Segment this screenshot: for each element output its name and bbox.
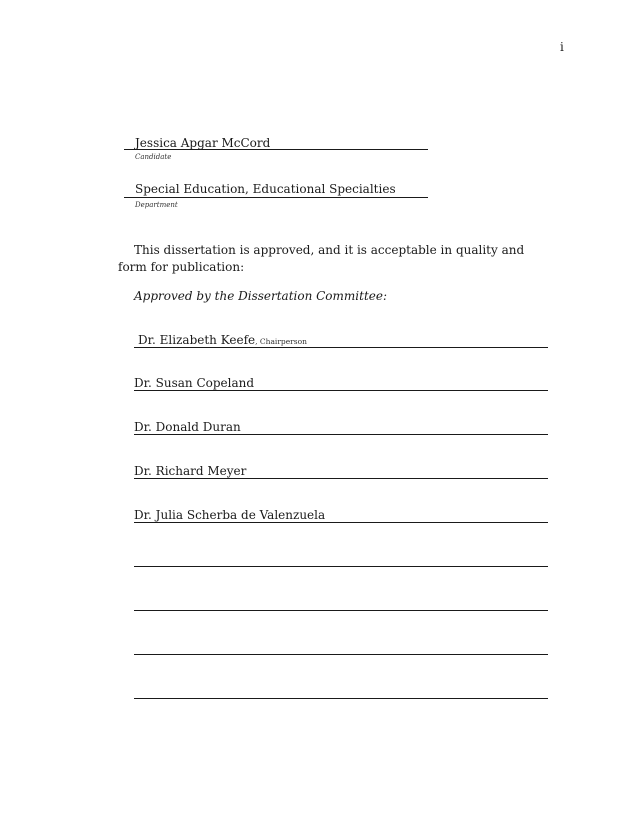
- department-name: Special Education, Educational Specialties: [135, 182, 396, 196]
- signature-line: [134, 478, 548, 479]
- signature-line: [134, 347, 548, 348]
- blank-signature-line: [134, 654, 548, 655]
- member-role: , Chairperson: [255, 337, 307, 346]
- member-name: Dr. Elizabeth Keefe: [138, 333, 256, 347]
- department-label: Department: [135, 201, 178, 209]
- signature-line: [134, 390, 548, 391]
- blank-signature-line: [134, 698, 548, 699]
- committee-member-name: Dr. Donald Duran: [134, 420, 241, 434]
- candidate-name: Jessica Apgar McCord: [135, 136, 271, 150]
- committee-heading: Approved by the Dissertation Committee:: [134, 289, 388, 303]
- committee-member-name: [138, 333, 307, 347]
- department-underline: [124, 197, 428, 198]
- approval-statement: [118, 242, 538, 276]
- signature-line: [134, 434, 548, 435]
- approval-text: This dissertation is approved, and it is acceptable in quality and form for publication:: [118, 243, 525, 274]
- department-field: [124, 182, 430, 212]
- candidate-underline: [124, 149, 428, 150]
- committee-member-name: Dr. Richard Meyer: [134, 464, 247, 478]
- blank-signature-line: [134, 566, 548, 567]
- signature-line: [134, 522, 548, 523]
- blank-signature-line: [134, 610, 548, 611]
- candidate-label: Candidate: [135, 153, 172, 161]
- candidate-field: [124, 136, 430, 166]
- page-number: i: [560, 40, 564, 54]
- committee-member-name: Dr. Julia Scherba de Valenzuela: [134, 508, 326, 522]
- committee-member-name: Dr. Susan Copeland: [134, 376, 255, 390]
